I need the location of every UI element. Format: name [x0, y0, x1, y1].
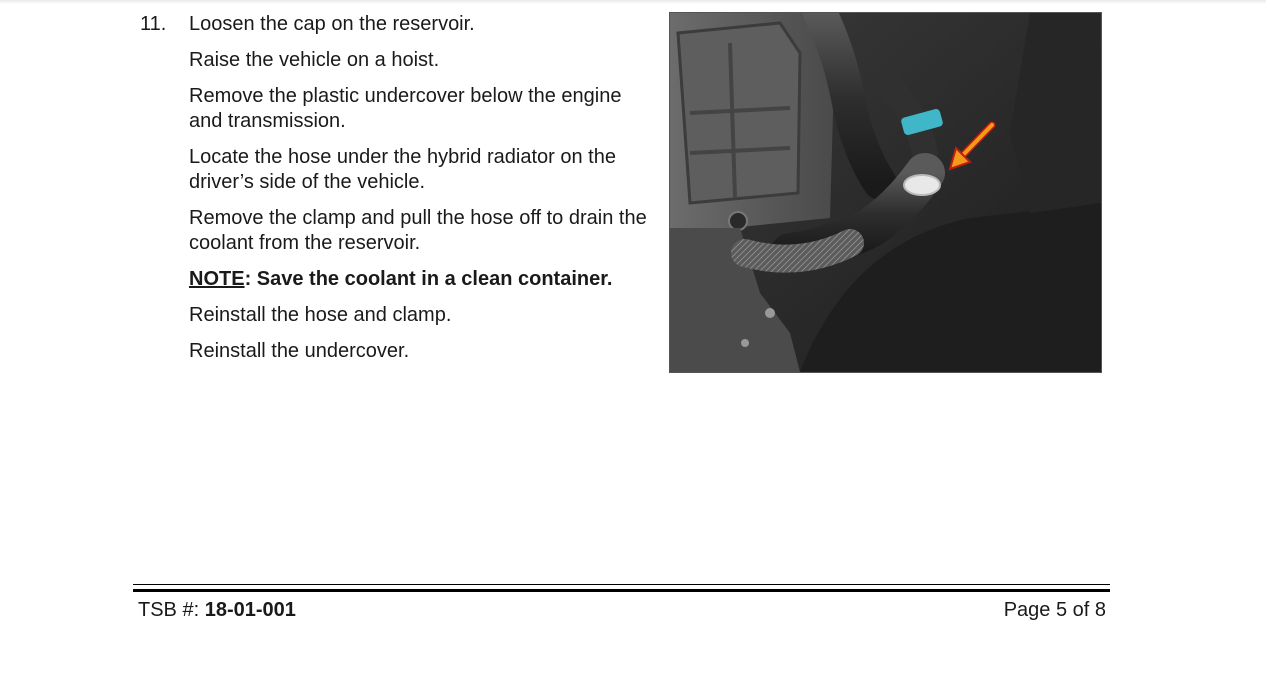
- instruction-remove-undercover: Remove the plastic undercover below the engine and transmission.: [189, 85, 622, 132]
- radiator-port: [729, 212, 747, 230]
- coolant-hose-photo: [669, 12, 1102, 373]
- note-text: : Save the coolant in a clean container.: [244, 268, 613, 290]
- note-label: NOTE: [189, 268, 245, 290]
- tsb-number: 18-01-001: [204, 599, 296, 621]
- white-clamp: [904, 175, 940, 195]
- instruction-raise-vehicle: Raise the vehicle on a hoist.: [189, 49, 440, 71]
- braided-sleeve: [745, 243, 850, 259]
- photo-illustration: [670, 13, 1101, 372]
- tsb-label: TSB #:: [138, 599, 205, 621]
- tsb-reference: [138, 598, 296, 623]
- instruction-reinstall-undercover: Reinstall the undercover.: [189, 340, 410, 362]
- step-instructions: [189, 12, 659, 375]
- instruction-remove-clamp: Remove the clamp and pull the hose off to drain the coolant from the reservoir.: [189, 207, 647, 254]
- page-top-shadow: [0, 0, 1266, 4]
- instruction-loosen-cap: Loosen the cap on the reservoir.: [189, 13, 475, 35]
- step-number: 11.: [140, 13, 167, 35]
- instruction-locate-hose: Locate the hose under the hybrid radiator on the driver’s side of the vehicle.: [189, 146, 616, 193]
- bolt: [741, 339, 749, 347]
- instruction-reinstall-hose: Reinstall the hose and clamp.: [189, 304, 452, 326]
- footer-rule-thick: [133, 589, 1110, 592]
- bolt: [765, 308, 775, 318]
- page-number: Page 5 of 8: [1003, 599, 1106, 621]
- footer-rule-thin: [133, 584, 1110, 585]
- note: [189, 267, 659, 292]
